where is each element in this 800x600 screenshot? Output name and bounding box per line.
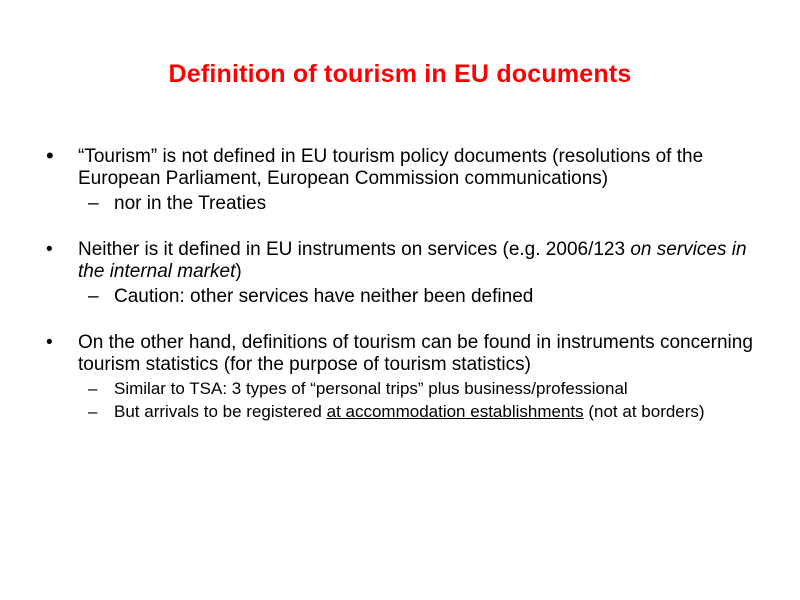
bullet-2-text-start: Neither is it defined in EU instruments on services (e.g. 2006/123 [78, 239, 631, 260]
bullet-1-text: “Tourism” is not defined in EU tourism policy documents (resolutions of the European Parliament, European Commission communications) [78, 146, 704, 189]
bullet-3-sub-1-text: Similar to TSA: 3 types of “personal trips” plus business/professional [114, 379, 628, 398]
bullet-3 [40, 332, 760, 376]
bullet-1-sub-1 [40, 193, 760, 215]
bullet-1-sub-1-text: nor in the Treaties [114, 193, 267, 214]
bullet-dot-icon: • [46, 332, 53, 353]
bullet-3-text: On the other hand, definitions of tourism can be found in instruments concerning tourism statistics (for the purpose of tourism statistics) [78, 332, 753, 375]
bullet-dot-icon: • [46, 143, 54, 168]
slide-title: Definition of tourism in EU documents [168, 60, 632, 88]
bullet-3-sub-1 [40, 379, 760, 399]
bullet-3-sub-2 [40, 402, 760, 422]
bullet-2-text-end: ) [235, 261, 242, 282]
bullet-3-sub-2-underlined: at accommodation establishments [326, 402, 584, 421]
bullet-2-sub-1-text: Caution: other services have neither been defined [114, 286, 534, 307]
dash-icon: – [88, 286, 99, 307]
bullet-3-sub-2-end: (not at borders) [583, 402, 705, 421]
dash-icon: – [88, 379, 98, 398]
bullet-3-sub-2-start: But arrivals to be registered [114, 402, 327, 421]
bullet-dot-icon: • [46, 239, 53, 260]
dash-icon: – [88, 193, 99, 214]
slide-body [40, 143, 760, 422]
bullet-2-sub-1 [40, 286, 760, 308]
bullet-1 [40, 143, 760, 190]
bullet-2 [40, 239, 760, 283]
dash-icon: – [88, 402, 98, 421]
bullet-2-text-italic: on services in the internal market [78, 239, 747, 282]
